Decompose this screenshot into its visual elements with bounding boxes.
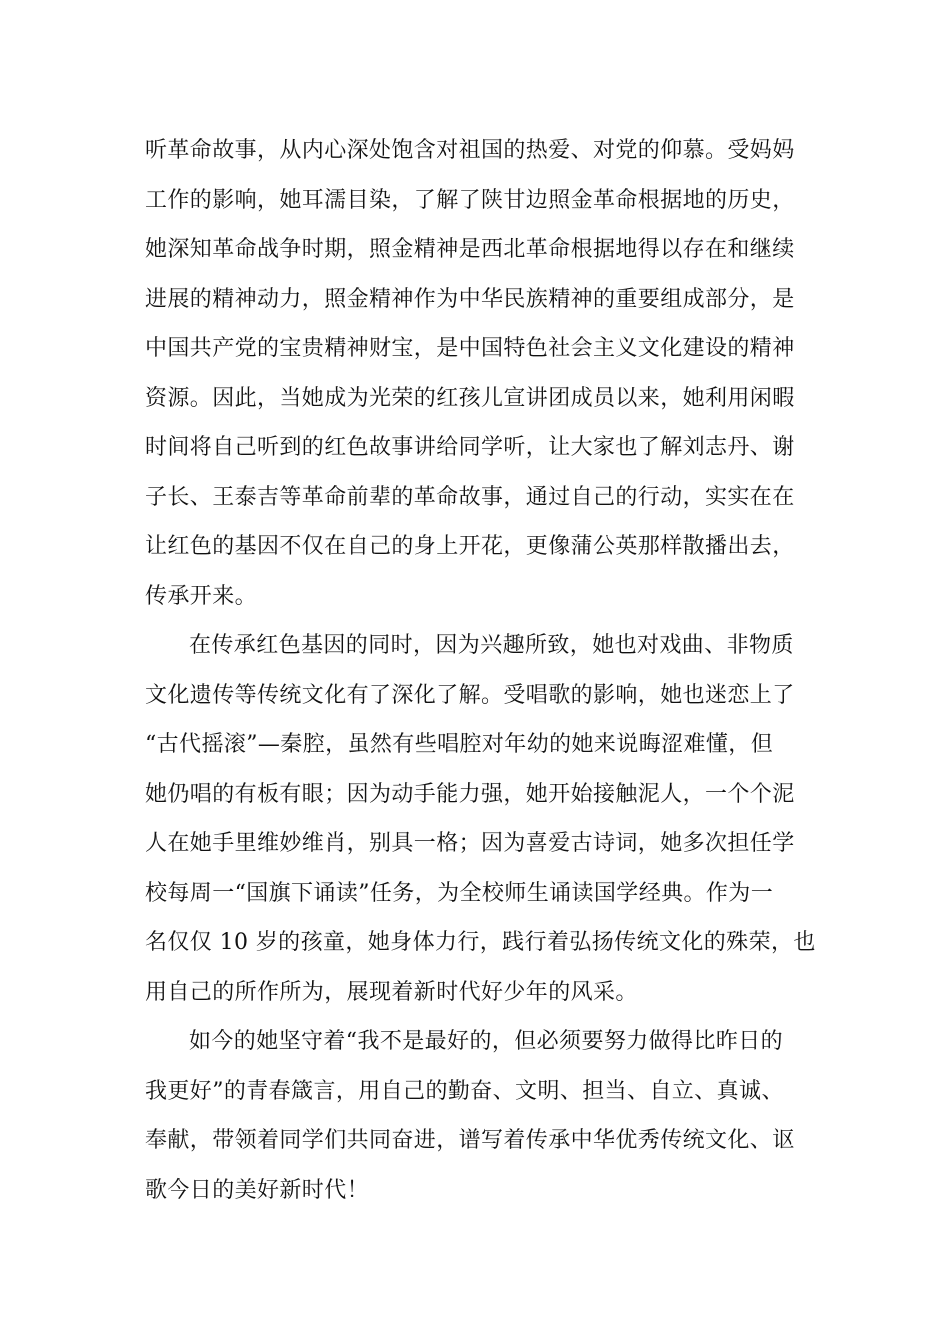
text-line: 听革命故事，从内心深处饱含对祖国的热爱、对党的仰慕。受妈妈	[145, 138, 795, 163]
text-line: 人在她手里维妙维肖，别具一格；因为喜爱古诗词，她多次担任学	[145, 831, 795, 856]
text-line: 奉献，带领着同学们共同奋进，谱写着传承中华优秀传统文化、讴	[145, 1128, 795, 1153]
text-line: 子长、王泰吉等革命前辈的革命故事，通过自己的行动，实实在在	[145, 484, 795, 510]
text-line: 文化遗传等传统文化有了深化了解。受唱歌的影响，她也迷恋上了	[145, 682, 795, 708]
text-line: 校每周一“国旗下诵读”任务，为全校师生诵读国学经典。作为一	[145, 880, 774, 906]
text-line: 她深知革命战争时期，照金精神是西北革命根据地得以存在和继续	[145, 237, 795, 262]
text-line: 资源。因此，当她成为光荣的红孩儿宣讲团成员以来，她利用闲暇	[145, 385, 795, 411]
document-body	[145, 126, 816, 1215]
text-line: 时间将自己听到的红色故事讲给同学听，让大家也了解刘志丹、谢	[145, 435, 795, 460]
text-line: 在传承红色基因的同时，因为兴趣所致，她也对戏曲、非物质	[189, 633, 794, 658]
paragraph-3	[145, 1017, 810, 1215]
text-line: 我更好”的青春箴言，用自己的勤奋、文明、担当、自立、真诚、	[145, 1078, 784, 1104]
text-line: “古代摇滚”—秦腔，虽然有些唱腔对年幼的她来说晦涩难懂，但	[145, 732, 774, 757]
text-line: 她仍唱的有板有眼；因为动手能力强，她开始接触泥人，一个个泥	[145, 781, 795, 807]
text-line: 如今的她坚守着“我不是最好的，但必须要努力做得比昨日的	[189, 1029, 784, 1054]
text-line: 歌今日的美好新时代！	[145, 1177, 370, 1203]
text-line: 名仅仅 10 岁的孩童，她身体力行，践行着弘扬传统文化的殊荣，也	[145, 930, 816, 955]
text-line: 传承开来。	[145, 583, 258, 609]
text-line: 中国共产党的宝贵精神财宝，是中国特色社会主义文化建设的精神	[145, 336, 795, 361]
text-line: 用自己的所作所为，展现着新时代好少年的风采。	[145, 979, 638, 1005]
paragraph-1	[145, 126, 810, 621]
text-line: 进展的精神动力，照金精神作为中华民族精神的重要组成部分，是	[145, 286, 795, 312]
paragraph-2	[145, 621, 816, 1017]
text-line: 让红色的基因不仅在自己的身上开花，更像蒲公英那样散播出去，	[145, 534, 795, 559]
text-line: 工作的影响，她耳濡目染，了解了陕甘边照金革命根据地的历史，	[145, 187, 795, 213]
